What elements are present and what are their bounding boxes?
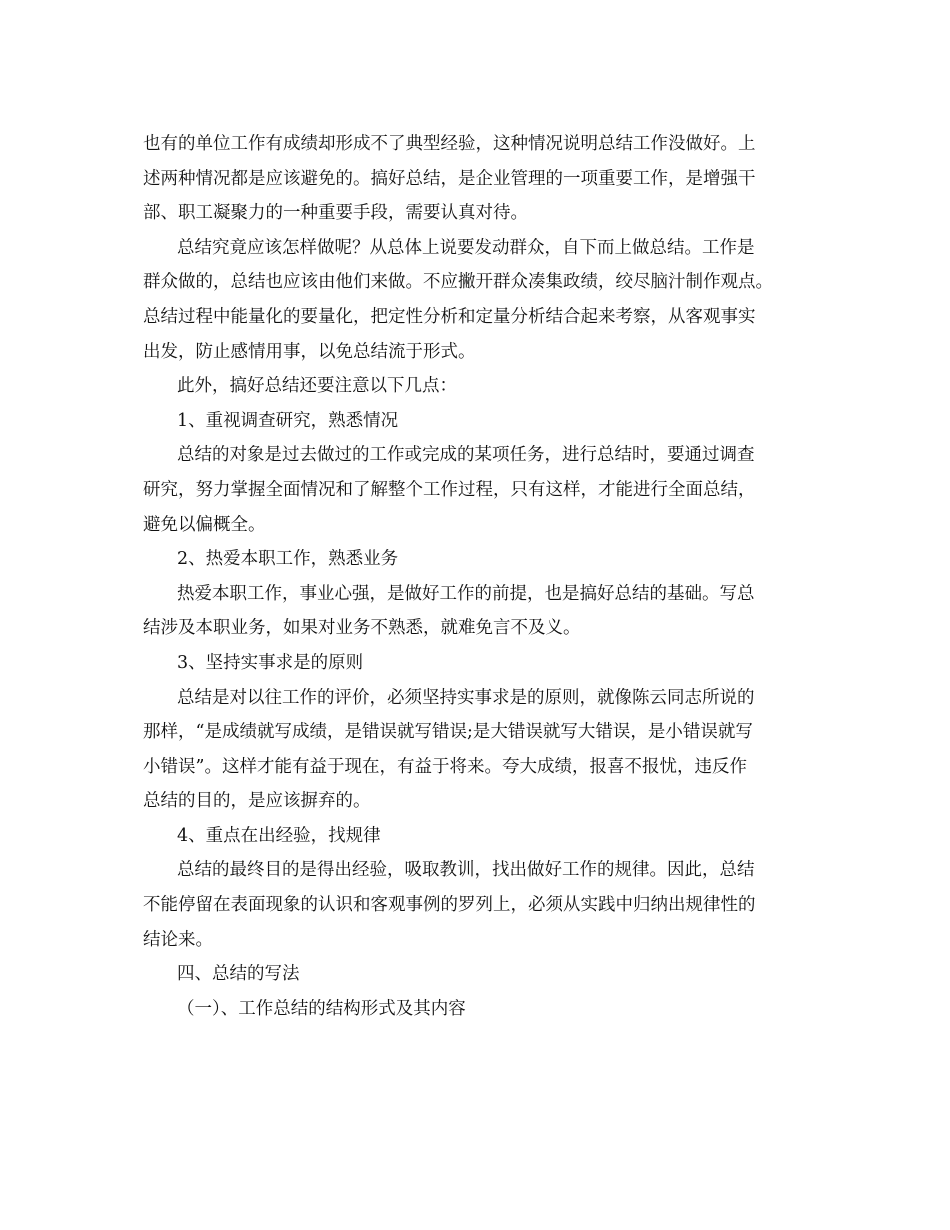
text-line: 总结是对以往工作的评价，必须坚持实事求是的原则，就像陈云同志所说的 bbox=[177, 687, 755, 708]
text-line: 不能停留在表面现象的认识和客观事例的罗列上，必须从实践中归纳出规律性的 bbox=[143, 895, 756, 916]
text-line: 总结的对象是过去做过的工作或完成的某项任务，进行总结时，要通过调查 bbox=[177, 445, 755, 466]
text-line: 出发，防止感情用事，以免总结流于形式。 bbox=[143, 341, 476, 362]
text-line: 那样，“是成绩就写成绩，是错误就写错误;是大错误就写大错误，是小错误就写 bbox=[143, 722, 753, 743]
text-line: 也有的单位工作有成绩却形成不了典型经验，这种情况说明总结工作没做好。上 bbox=[143, 134, 756, 154]
text-line: 部、职工凝聚力的一种重要手段，需要认真对待。 bbox=[143, 203, 528, 224]
text-line: 总结的目的，是应该摒弃的。 bbox=[143, 791, 371, 812]
text-line: 1、重视调查研究，熟悉情况 bbox=[177, 410, 399, 431]
text-line: 避免以偏概全。 bbox=[143, 514, 266, 535]
text-line: （一）、工作总结的结构形式及其内容 bbox=[177, 998, 466, 1019]
text-line: 结涉及本职业务，如果对业务不熟悉，就难免言不及义。 bbox=[143, 618, 581, 639]
text-line: 此外，搞好总结还要注意以下几点： bbox=[177, 376, 457, 397]
text-line: 总结究竟应该怎样做呢？从总体上说要发动群众，自下而上做总结。工作是 bbox=[177, 237, 755, 258]
text-line: 总结的最终目的是得出经验，吸取教训，找出做好工作的规律。因此，总结 bbox=[177, 860, 755, 881]
text-line: 结论来。 bbox=[143, 929, 213, 950]
document-body bbox=[143, 127, 808, 1026]
text-line: 四、总结的写法 bbox=[177, 964, 300, 985]
text-line: 群众做的，总结也应该由他们来做。不应撇开群众凑集政绩，绞尽脑汁制作观点。 bbox=[143, 272, 773, 293]
text-line: 热爱本职工作，事业心强，是做好工作的前提，也是搞好总结的基础。写总 bbox=[177, 583, 755, 604]
text-line: 述两种情况都是应该避免的。搞好总结，是企业管理的一项重要工作，是增强干 bbox=[143, 168, 756, 189]
text-line: 2、热爱本职工作，熟悉业务 bbox=[177, 549, 399, 570]
text-line: 研究，努力掌握全面情况和了解整个工作过程，只有这样，才能进行全面总结， bbox=[143, 479, 756, 500]
text-line: 小错误”。这样才能有益于现在，有益于将来。夸大成绩，报喜不报忧，违反作 bbox=[143, 756, 747, 777]
text-line: 总结过程中能量化的要量化，把定性分析和定量分析结合起来考察，从客观事实 bbox=[143, 306, 756, 327]
text-line: 3、坚持实事求是的原则 bbox=[177, 652, 364, 673]
text-line: 4、重点在出经验，找规律 bbox=[177, 825, 381, 846]
